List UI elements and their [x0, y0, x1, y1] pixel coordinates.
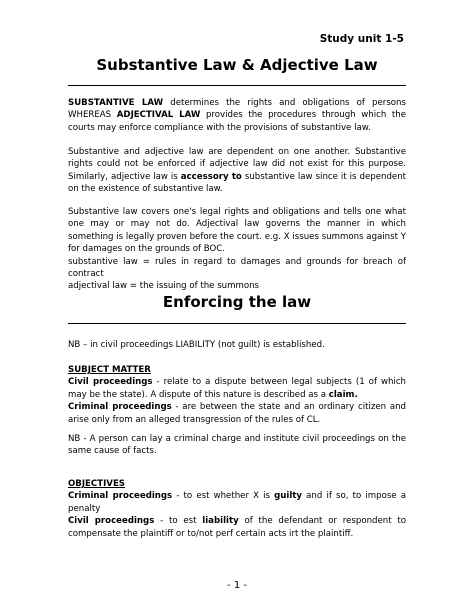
title-divider: [68, 323, 406, 324]
term-civil-proceedings: Civil proceedings: [68, 516, 155, 527]
nb-text: NB – in civil proceedings LIABILITY (not guilt) is established.: [68, 340, 325, 350]
paragraph-text: of the defendant or respondent to compensate the plaintiff or to/not perf certain acts irt the plaintiff.: [68, 516, 406, 539]
term-criminal-proceedings: Criminal proceedings: [68, 491, 173, 502]
section-title-substantive-adjective: Substantive Law & Adjective Law: [96, 56, 378, 74]
paragraph-coverage: [68, 206, 406, 293]
emphasis-accessory: accessory to: [180, 171, 242, 182]
term-civil-proceedings: Civil proceedings: [68, 377, 153, 388]
study-unit-label: Study unit 1-5: [319, 33, 404, 45]
emphasis-liability: liability: [202, 516, 239, 527]
subject-matter-heading: SUBJECT MATTER: [68, 365, 151, 375]
paragraph-text: Substantive law covers one's legal rights and obligations and tells one what one may or may not do. Adjectival law governs the manner in which something is legally proven before the court. e.g. X issues summons against Y for damages on the grounds of BOC.: [68, 207, 406, 255]
paragraph-text: - relate to a dispute between legal subjects (1 of which may be the state). A dispute of this nature is described as a: [68, 377, 406, 400]
paragraph-dependence: [68, 146, 406, 196]
page-number: - 1 -: [227, 580, 247, 591]
term-criminal-proceedings: Criminal proceedings: [68, 402, 172, 413]
objectives-heading: OBJECTIVES: [68, 479, 126, 489]
nb-liability: [68, 339, 406, 351]
paragraph-text: Substantive and adjective law are dependent on one another. Substantive rights could not be enforced if adjective law did not exist for this purpose. Similarly, adjective law is: [68, 147, 406, 182]
term-substantive-law: SUBSTANTIVE LAW: [68, 98, 164, 108]
paragraph-text: - are between the state and an ordinary citizen and arise only from an alleged transgression of the rules of CL.: [68, 402, 406, 425]
section-title-enforcing: Enforcing the law: [162, 293, 312, 311]
paragraph-definitions: [68, 97, 406, 134]
paragraph-text: substantive law since it is dependent on the existence of substantive law.: [68, 171, 407, 195]
paragraph-text: - to est: [154, 516, 203, 527]
paragraph-line-adjectival: adjectival law = the issuing of the summons: [68, 281, 260, 292]
objectives-block: [68, 478, 406, 540]
emphasis-claim: claim.: [328, 389, 358, 400]
subject-matter-block: [68, 364, 406, 426]
paragraph-line-substantive: substantive law = rules in regard to damages and grounds for breach of contract: [68, 256, 406, 280]
paragraph-text: - to est whether X is: [172, 491, 275, 502]
paragraph-text: and if so, to impose a penalty: [68, 491, 406, 514]
term-adjectival-law: ADJECTIVAL LAW: [116, 110, 201, 121]
paragraph-text: determines the rights and obligations of persons WHEREAS: [68, 98, 406, 121]
paragraph-text: provides the procedures through which the courts may enforce compliance with the provisions of substantive law.: [68, 110, 407, 133]
emphasis-guilty: guilty: [274, 491, 303, 502]
title-divider: [68, 85, 406, 86]
nb-text: NB - A person can lay a criminal charge and institute civil proceedings on the same cause of facts.: [68, 434, 406, 457]
nb-criminal-civil: [68, 433, 406, 458]
